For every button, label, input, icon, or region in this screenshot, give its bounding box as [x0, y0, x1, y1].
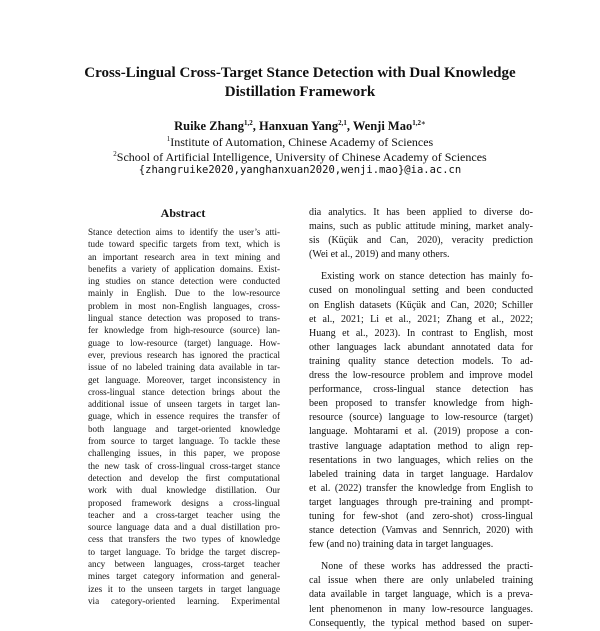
- abstract-line: both language and target-oriented knowledge: [88, 423, 280, 434]
- body-line: cal issue when there are only unlabeled training: [309, 575, 533, 587]
- abstract-line: ing studies on stance detection were conducted: [88, 276, 280, 287]
- body-line: stance detection (Vamvas and Sennrich, 2020) with: [309, 525, 533, 537]
- body-line: Existing work on stance detection has mainly fo-: [321, 271, 533, 283]
- body-line: sis (Küçük and Can, 2020), veracity prediction: [309, 235, 533, 247]
- paragraph-gap: [309, 262, 533, 270]
- abstract-line: guage to low-resource (target) language. How-: [88, 337, 280, 348]
- body-paragraph: [309, 206, 533, 262]
- abstract-line: via category-oriented learning. Experimental: [88, 595, 280, 606]
- body-line: performance, cross-lingual stance detection has: [309, 384, 533, 396]
- abstract-line: issue of no labeled training data available in tar-: [88, 362, 280, 373]
- abstract-line: cross-lingual stance detection brings about the: [88, 386, 280, 397]
- body-paragraph: [309, 560, 533, 630]
- abstract-line: challenging issues, in this paper, we propose: [88, 448, 280, 459]
- abstract-heading: Abstract: [160, 206, 206, 220]
- body-line: lent phenomenon in many low-resource languages.: [309, 603, 533, 615]
- affiliation-marker: 2: [113, 150, 117, 158]
- abstract-line: problem in most non-English languages, cross-: [88, 300, 280, 311]
- author-affil-marker: 2,1: [338, 119, 347, 127]
- author-list: Ruike Zhang$^{1,2}$, Hanxuan Yang$^{2,1}$, Wenji Mao$^{1,2∗}$: [174, 119, 426, 134]
- body-line: trastive language adaptation method to align rep-: [309, 440, 533, 452]
- author-name: Wenji Mao: [352, 119, 413, 134]
- title-line-2: Distillation Framework: [224, 84, 376, 100]
- body-column-right: [309, 206, 533, 629]
- body-line: Consequently, the typical method based on super-: [309, 617, 533, 629]
- body-line: et al., 2021; Li et al., 2021; Zhang et al., 2022;: [309, 313, 533, 325]
- affiliation-text: Institute of Automation, Chinese Academy of Sciences: [170, 135, 434, 149]
- abstract-line: to target language. To bridge the target discrep-: [88, 546, 280, 557]
- author-name: Ruike Zhang: [174, 119, 244, 134]
- abstract-line: Stance detection aims to identify the user’s atti-: [88, 227, 280, 237]
- body-line: language. Mohtarami et al. (2019) propose a con-: [309, 426, 533, 438]
- body-line: Huang et al., 2023). In contrast to English, most: [309, 327, 533, 339]
- abstract-line: ancy between languages, cross-target teacher: [88, 559, 280, 570]
- abstract-line: mainly in English. Due to the low-resource: [88, 288, 280, 299]
- abstract-line: fer knowledge from high-resource (source) lan-: [88, 325, 280, 336]
- abstract-line: the new task of cross-lingual cross-target stance: [88, 460, 280, 471]
- body-line: other languages lack abundant annotated data for: [309, 341, 533, 353]
- body-line: tuning for few-shot (and zero-shot) cross-lingual: [309, 510, 533, 522]
- body-line: target languages through pre-training and prompt-: [309, 496, 533, 508]
- body-line: et al. (2022) transfer the knowledge from English to: [309, 482, 533, 494]
- abstract-line: cess that transfers the two types of knowledge: [88, 534, 280, 545]
- abstract-line: tude toward specific targets from text, which is: [88, 239, 280, 250]
- abstract-line: from source to target language. To tackle these: [88, 436, 280, 447]
- body-line: dia analytics. It has been applied to diverse do-: [309, 207, 533, 218]
- abstract-line: benefits a variety of application domains. Exist-: [88, 263, 280, 274]
- body-line: resentations in two languages, which relies on the: [309, 454, 533, 466]
- author-emails: {zhangruike2020,yanghanxuan2020,wenji.mao}@ia.ac.cn: [138, 164, 462, 176]
- abstract-line: source language data and a dual distillation pro-: [88, 522, 280, 533]
- body-line: None of these works has addressed the practi-: [321, 561, 533, 573]
- abstract-line: work with dual knowledge distillation. Our: [88, 485, 280, 496]
- abstract-line: an important research area in text mining and: [88, 251, 280, 262]
- body-line: few (and no) training data in target languages.: [309, 539, 494, 551]
- affiliation-text: School of Artificial Intelligence, University of Chinese Academy of Sciences: [116, 150, 487, 164]
- body-paragraph: [309, 270, 533, 552]
- abstract-line: guage, which in essence requires the transfer of: [88, 411, 280, 422]
- paragraph-gap: [309, 552, 533, 560]
- author-affil-marker: 1,2∗: [412, 119, 426, 127]
- abstract-line: ever, previous research has ignored the practical: [88, 349, 280, 360]
- paper-title: [0, 64, 600, 102]
- body-line: resource (source) language to low-resource (target): [309, 412, 533, 424]
- body-line: been proposed to transfer knowledge from high-: [309, 398, 533, 410]
- body-line: labeled training data in target language. Hardalov: [309, 468, 533, 480]
- body-line: dress the low-resource problem and improve model: [309, 370, 533, 382]
- abstract-line: additional issue of unseen targets in target lan-: [88, 399, 280, 410]
- author-name: Hanxuan Yang: [258, 119, 339, 134]
- abstract-body: [88, 226, 280, 606]
- body-line: data available in target language, which is a preva-: [309, 589, 533, 601]
- affiliation-2: [0, 147, 600, 164]
- affiliation-marker: 1: [166, 135, 171, 143]
- body-line: training quality stance detection models. To ad-: [309, 355, 533, 367]
- abstract-line: lingual stance detection was proposed to trans-: [88, 313, 280, 324]
- abstract-line: get language. Moreover, target inconsistency in: [88, 374, 280, 385]
- body-line: mains, such as public attitude mining, market analy-: [309, 221, 533, 233]
- abstract-line: proposed framework designs a cross-lingual: [88, 497, 280, 508]
- abstract-line: detection and develop the first computational: [88, 472, 280, 483]
- abstract-line: teacher and a cross-target teacher using the: [88, 509, 280, 520]
- abstract-line: izes it to the unseen targets in target language: [88, 583, 280, 594]
- body-line: cused on monolingual setting and been conducted: [309, 285, 533, 297]
- abstract-line: mines target category information and general-: [88, 571, 280, 582]
- author-affil-marker: 1,2: [243, 119, 253, 127]
- title-line-1: Cross-Lingual Cross-Target Stance Detection with Dual Knowledge: [84, 65, 516, 81]
- body-line: on English datasets (Küçük and Can, 2020; Schiller: [309, 299, 533, 311]
- body-line: (Wei et al., 2019) and many others.: [309, 249, 450, 261]
